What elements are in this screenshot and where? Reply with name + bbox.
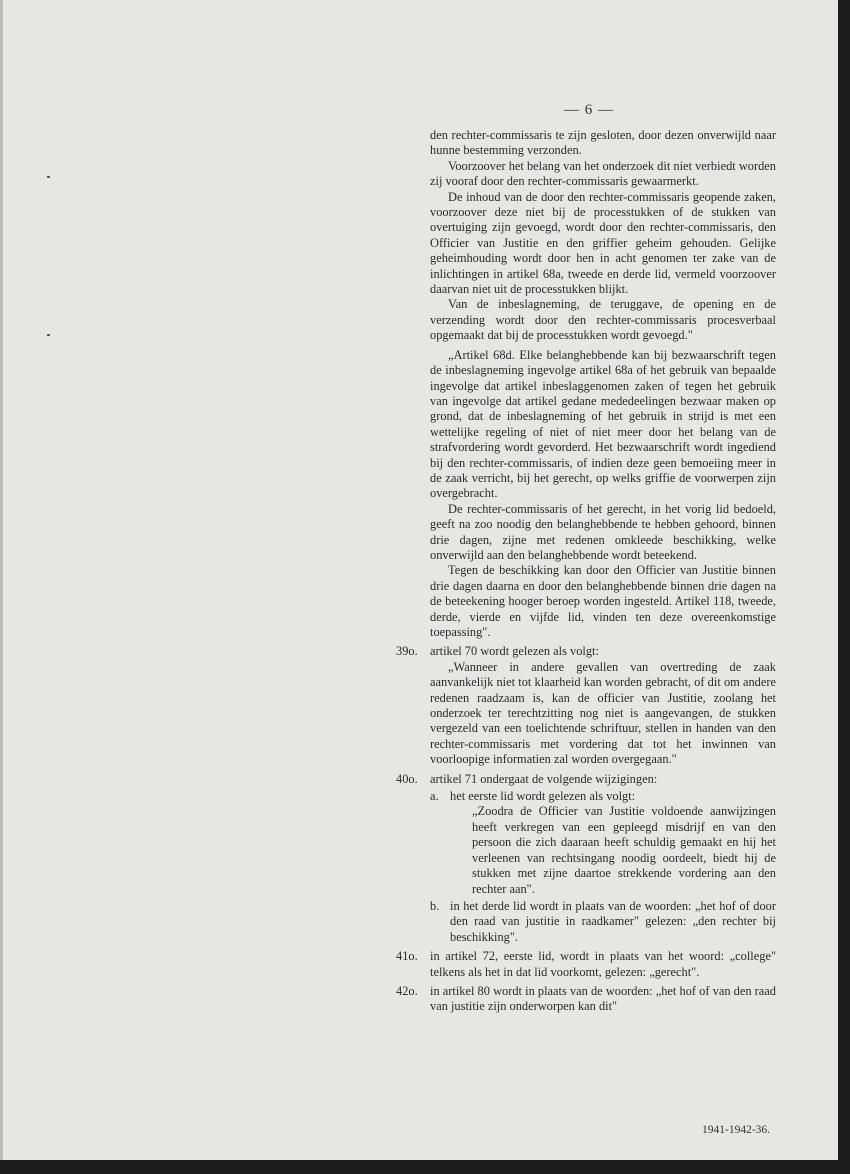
sub-item bbox=[430, 899, 776, 945]
page-edge bbox=[0, 0, 3, 1160]
sub-item-label: a. bbox=[430, 789, 439, 804]
paragraph: Van de inbeslagneming, de teruggave, de opening en de verzending wordt door den rechter-commissaris procesverbaal opgemaakt dat bij de processtukken wordt gevoegd." bbox=[430, 297, 776, 343]
speck bbox=[47, 176, 50, 178]
item-number: 41o. bbox=[396, 949, 418, 964]
sub-item-quote: „Zoodra de Officier van Justitie voldoende aanwijzingen heeft verkregen van een gepleegd misdrijf en van den persoon die zich daaraan heeft schuldig gemaakt en hij het verleenen van rechtsingang noodig oordeelt, biedt hij de stukken met zijne daartoe strekkende vordering aan den rechter aan". bbox=[472, 804, 776, 896]
speck bbox=[47, 334, 50, 336]
item-text: artikel 70 wordt gelezen als volgt: bbox=[430, 644, 599, 659]
list-item bbox=[396, 983, 776, 1015]
sub-item-text: in het derde lid wordt in plaats van de woorden: „het hof of door den raad van justitie in raadkamer" gelezen: „den rechter bij beschikking". bbox=[450, 898, 776, 944]
paragraph: „Artikel 68d. Elke belanghebbende kan bij bezwaarschrift tegen de inbeslagneming ingevolge artikel 68a of het gebruik van bepaalde ingevolge dat artikel inbeslaggenomen zaken of tegen het gebruik van ingevolge dat artikel gedane mededeelingen bezwaar maken op grond, dat de inbeslagneming of het gebruik in strijd is met een wettelijke regeling of niet of niet meer door het belang van de strafvordering wordt gevorderd. Het bezwaarschrift wordt ingediend bij den rechter-commissaris, of indien deze geen bemoeiing meer in de zaak verricht, bij het gerecht, op welks griffie de voorwerpen zijn overgebracht. bbox=[430, 347, 776, 501]
paragraph: De inhoud van de door den rechter-commissaris geopende zaken, voorzoover deze niet bij de processtukken of de stukken van overtuiging zijn gevoegd, wordt door den rechter-commissaris, den Officier van Justitie en den griffier geheim gehouden. Gelijke geheimhouding wordt door hen in acht genomen ter zake van de inlichtingen in artikel 68a, tweede en derde lid, vermeld voorzoover daarvan niet uit de processtukken blijkt. bbox=[430, 189, 776, 297]
item-quote: „Wanneer in andere gevallen van overtreding de zaak aanvankelijk niet tot klaarheid kan worden gebracht, of dit om andere redenen raadzaam is, kan de officier van Justitie, zoolang het onderzoek ter terechtzitting nog niet is aangevangen, de stukken vergezeld van een toelichtende schriftuur, stellen in handen van den rechter-commissaris met vordering dat tot het inwinnen van voorloopige informatien zal worden overgegaan." bbox=[430, 659, 776, 767]
body-text bbox=[396, 128, 776, 1015]
item-number: 42o. bbox=[396, 983, 418, 998]
paragraph: Tegen de beschikking kan door den Officier van Justitie binnen drie dagen daarna en door den belanghebbende binnen drie dagen na de beteekening hooger beroep worden ingesteld. Artikel 118, tweede, derde, vierde en vijfde lid, vinden ten deze overeenkomstige toepassing". bbox=[430, 563, 776, 639]
paragraph: Voorzoover het belang van het onderzoek dit niet verbiedt worden zij vooraf door den rechter-commissaris gewaarmerkt. bbox=[430, 158, 776, 189]
sub-item-text: het eerste lid wordt gelezen als volgt: bbox=[450, 789, 636, 804]
page-number: — 6 — bbox=[564, 102, 614, 118]
list-item bbox=[396, 949, 776, 980]
sub-item bbox=[430, 789, 776, 897]
item-number: 40o. bbox=[396, 771, 418, 786]
item-text: in artikel 72, eerste lid, wordt in plaats van het woord: „college" telkens als het in dat lid voorkomt, gelezen: „gerecht". bbox=[430, 949, 776, 979]
sub-item-label: b. bbox=[430, 898, 440, 913]
paragraph: De rechter-commissaris of het gerecht, in het vorig lid bedoeld, geeft na zoo noodig den belanghebbende te hebben gehoord, binnen drie dagen, zijne met redenen omkleede beschikking, welke onverwijld aan den belanghebbende wordt beteekend. bbox=[430, 501, 776, 562]
list-item bbox=[396, 644, 776, 767]
item-text: artikel 71 ondergaat de volgende wijzigingen: bbox=[430, 771, 658, 786]
item-number: 39o. bbox=[396, 644, 418, 659]
paragraph: den rechter-commissaris te zijn gesloten, door dezen onverwijld naar hunne bestemming verzonden. bbox=[430, 128, 776, 158]
document-code: 1941-1942-36. bbox=[702, 1124, 771, 1136]
item-text: in artikel 80 wordt in plaats van de woorden: „het hof of van den raad van justitie zijn onderworpen kan dit" bbox=[430, 983, 776, 1014]
list-item bbox=[396, 771, 776, 945]
